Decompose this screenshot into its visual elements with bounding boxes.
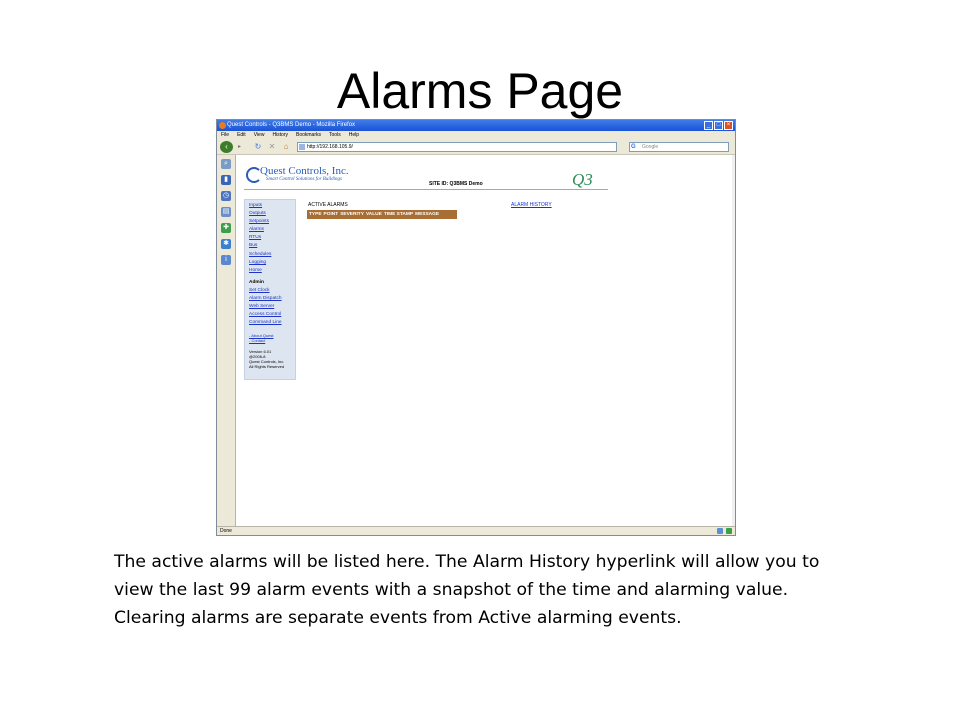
menu-bookmarks[interactable]: Bookmarks	[296, 132, 322, 138]
navigation-toolbar	[217, 140, 735, 155]
version-line: Quest Controls, Inc.	[249, 359, 285, 365]
window-titlebar	[217, 120, 735, 131]
active-alarms-heading: ACTIVE ALARMS	[308, 202, 348, 208]
column-header-severity: SEVERITY	[340, 212, 364, 217]
bookmarks-sidebar-icon[interactable]: ▮	[221, 175, 231, 185]
forward-arrow-icon[interactable]: ▸	[237, 144, 241, 150]
q3-logo: Q3	[572, 170, 593, 189]
version-line: All Rights Reserved	[249, 364, 285, 370]
admin-link-command-line[interactable]: Command Line	[249, 320, 282, 326]
alarm-history-link[interactable]: ALARM HISTORY	[511, 202, 552, 208]
search-placeholder: Google	[642, 144, 659, 150]
menu-tools[interactable]: Tools	[329, 132, 341, 138]
slide-caption: The active alarms will be listed here. The Alarm History hyperlink will allow you to view the last 99 alarm events with a snapshot of the time and alarming value. Clearing alarms are separate events from Active alarming events.	[114, 552, 820, 628]
column-header-time-stamp: TIME STAMP	[383, 212, 414, 217]
nav-link-bus[interactable]: Bus	[249, 243, 258, 249]
header-divider	[244, 189, 608, 190]
menu-edit[interactable]: Edit	[237, 132, 246, 138]
column-header-value: VALUE	[365, 212, 382, 217]
nav-link-rtus[interactable]: RTUs	[249, 235, 262, 241]
google-icon: G	[631, 144, 636, 150]
column-header-point: POINT	[323, 212, 339, 217]
slide-title: Alarms Page	[336, 63, 624, 119]
menu-help[interactable]: Help	[348, 132, 359, 138]
company-name: Quest Controls, Inc.	[260, 165, 349, 177]
minimize-button[interactable]: _	[704, 121, 713, 130]
alarm-table-header	[307, 210, 457, 219]
browser-screenshot	[216, 119, 736, 536]
company-logo	[246, 167, 396, 189]
version-line: Version 6.01	[249, 349, 272, 355]
menu-bar	[217, 131, 735, 140]
admin-link-alarm-dispatch[interactable]: Alarm Dispatch	[249, 296, 282, 302]
site-favicon-icon	[299, 144, 305, 150]
about-quest-link[interactable]: - About Quest	[249, 333, 274, 339]
settings-gear-icon[interactable]: ✱	[221, 239, 231, 249]
sidebar-toolbar	[217, 155, 236, 527]
site-id: SITE ID: Q3BMS Demo	[429, 181, 483, 187]
nav-link-schedules[interactable]: Schedules	[249, 251, 272, 257]
search-sidebar-icon[interactable]: ⌕	[221, 159, 231, 169]
status-bar	[217, 526, 735, 535]
menu-history[interactable]: History	[272, 132, 288, 138]
back-arrow-icon[interactable]: ‹	[220, 141, 233, 153]
version-line: @2006-8	[249, 354, 266, 360]
column-header-message: MESSAGE	[415, 212, 440, 217]
nav-link-logging[interactable]: Logging	[249, 259, 267, 265]
status-security-icon	[726, 528, 732, 534]
maximize-button[interactable]: □	[714, 121, 723, 130]
folder-icon[interactable]: ▤	[222, 208, 230, 215]
url-bar[interactable]	[297, 142, 617, 152]
nav-link-inputs[interactable]: Inputs	[249, 203, 263, 208]
nav-link-outputs[interactable]: Outputs	[249, 211, 266, 217]
nav-link-alarms[interactable]: Alarms	[249, 227, 264, 233]
status-text: Done	[220, 528, 232, 534]
addon-puzzle-icon[interactable]: ✚	[221, 223, 231, 233]
menu-file[interactable]: File	[221, 132, 230, 138]
home-icon[interactable]: ⌂	[283, 142, 289, 151]
info-icon[interactable]: i	[221, 255, 231, 265]
history-clock-icon[interactable]: ◷	[222, 192, 230, 199]
nav-link-setpoints[interactable]: Setpoints	[249, 219, 270, 225]
reload-icon[interactable]: ↻	[254, 142, 262, 151]
web-page	[236, 155, 734, 527]
admin-link-access-control[interactable]: Access Control	[249, 312, 282, 318]
url-text: http://192.168.105.9/	[307, 144, 353, 150]
search-box[interactable]	[629, 142, 729, 152]
menu-view[interactable]: View	[253, 132, 265, 138]
company-tagline: Smart Control Solutions for Buildings	[266, 177, 342, 182]
firefox-icon	[219, 122, 226, 129]
column-header-type: TYPE	[309, 212, 322, 217]
window-title: Quest Controls - Q3BMS Demo - Mozilla Firefox	[227, 122, 356, 128]
vertical-scrollbar[interactable]	[732, 155, 735, 527]
admin-link-web-server[interactable]: Web Server	[249, 304, 275, 310]
version-info	[249, 349, 291, 369]
nav-link-home[interactable]: Home	[249, 267, 262, 273]
status-network-icon	[717, 528, 723, 534]
admin-link-set-clock[interactable]: Set Clock	[249, 287, 270, 293]
contact-link[interactable]: - Contact	[249, 338, 266, 344]
admin-heading: Admin	[249, 279, 264, 285]
page-nav-panel	[244, 199, 296, 380]
stop-icon[interactable]: ✕	[268, 142, 276, 151]
close-button[interactable]: ×	[724, 121, 733, 130]
